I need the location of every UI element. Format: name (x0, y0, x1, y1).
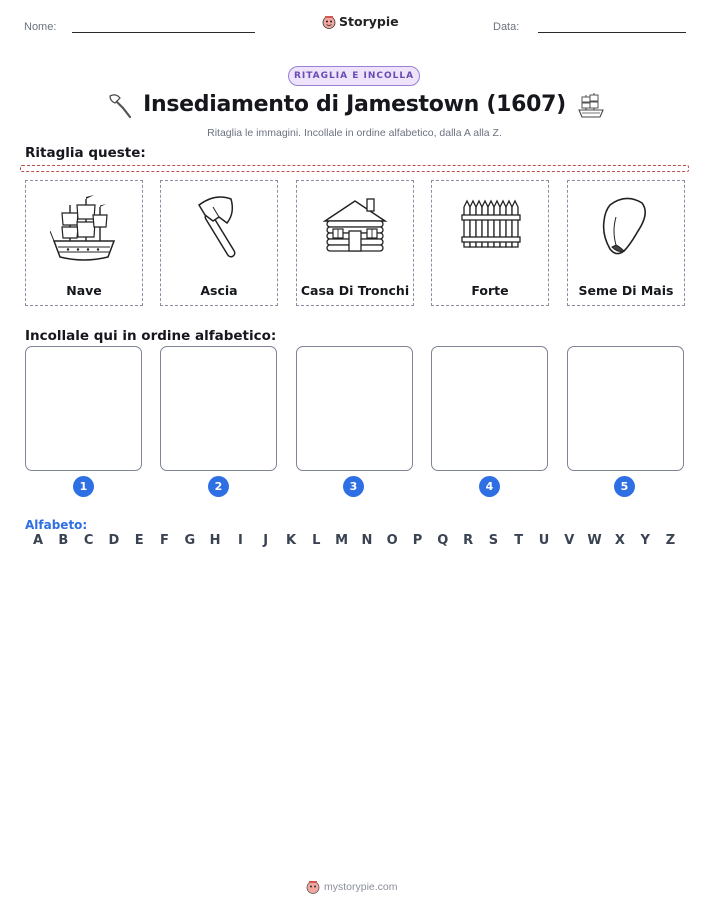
storypie-mascot-icon (306, 880, 320, 894)
alphabet-letter: B (58, 533, 69, 548)
name-line[interactable] (72, 32, 255, 33)
number-badge-2: 2 (208, 476, 229, 497)
number-badge-1: 1 (73, 476, 94, 497)
cut-line (20, 165, 689, 172)
brand-logo (322, 14, 399, 29)
alphabet-letter: H (209, 533, 221, 548)
card-label-ship: Nave (66, 283, 102, 298)
paste-box-1[interactable] (25, 346, 142, 471)
alphabet-letter: P (412, 533, 423, 548)
activity-badge: RITAGLIA E INCOLLA (288, 66, 420, 86)
number-badge-3: 3 (343, 476, 364, 497)
ship-icon (576, 91, 606, 121)
alphabet-letter: S (488, 533, 499, 548)
cut-section-title: Ritaglia queste: (25, 145, 146, 161)
card-label-axe: Ascia (200, 283, 238, 298)
alphabet-letter: I (237, 533, 243, 548)
alphabet-letter: C (83, 533, 94, 548)
cut-card-axe[interactable] (160, 180, 278, 306)
ship-icon (50, 191, 118, 269)
alphabet-letter: W (587, 533, 602, 548)
alphabet-letter: Q (437, 533, 449, 548)
cut-card-log-cabin[interactable] (296, 180, 414, 306)
alphabet-letter: E (134, 533, 144, 548)
alphabet-letter: N (361, 533, 373, 548)
alphabet-letter: L (312, 533, 321, 548)
cut-card-ship[interactable] (25, 180, 143, 306)
number-badge-5: 5 (614, 476, 635, 497)
alphabet-letter: R (463, 533, 474, 548)
number-badge-4: 4 (479, 476, 500, 497)
alphabet-letter: V (564, 533, 575, 548)
alphabet-letter: Y (640, 533, 650, 548)
date-line[interactable] (538, 32, 686, 33)
alphabet-letter: T (514, 533, 524, 548)
name-label: Nome: (24, 21, 57, 33)
page-title: Insediamento di Jamestown (1607) (143, 92, 566, 117)
footer-url[interactable]: mystorypie.com (324, 881, 398, 893)
paste-box-3[interactable] (296, 346, 413, 471)
instructions: Ritaglia le immagini. Incollale in ordine alfabetico, dalla A alla Z. (207, 127, 502, 139)
alphabet-letter: Z (665, 533, 676, 548)
alphabet-letter: F (160, 533, 169, 548)
date-label: Data: (493, 21, 520, 33)
footer (306, 880, 398, 894)
axe-icon (185, 191, 253, 269)
paste-section-title: Incollale qui in ordine alfabetico: (25, 328, 277, 344)
alphabet-letter: K (285, 533, 297, 548)
storypie-mascot-icon (322, 15, 336, 29)
cut-card-corn-seed[interactable] (567, 180, 685, 306)
paste-box-2[interactable] (160, 346, 277, 471)
paste-box-4[interactable] (431, 346, 548, 471)
paste-box-5[interactable] (567, 346, 684, 471)
alphabet-letter: U (538, 533, 550, 548)
log-cabin-icon (321, 191, 389, 269)
fort-icon (456, 191, 524, 269)
corn-seed-icon (592, 191, 660, 269)
cut-card-fort[interactable] (431, 180, 549, 306)
alphabet-letter: G (184, 533, 196, 548)
alphabet-letter: O (386, 533, 398, 548)
alphabet-letter: M (335, 533, 349, 548)
card-label-corn-seed: Seme Di Mais (578, 283, 674, 298)
card-label-log-cabin: Casa Di Tronchi (300, 283, 410, 298)
alphabet-letter: A (32, 533, 44, 548)
alphabet-label: Alfabeto: (25, 518, 88, 532)
alphabet-letter: J (263, 533, 269, 548)
alphabet-letter: X (614, 533, 625, 548)
brand-name: Storypie (339, 14, 399, 29)
alphabet-letter: D (108, 533, 120, 548)
card-label-fort: Forte (471, 283, 509, 298)
